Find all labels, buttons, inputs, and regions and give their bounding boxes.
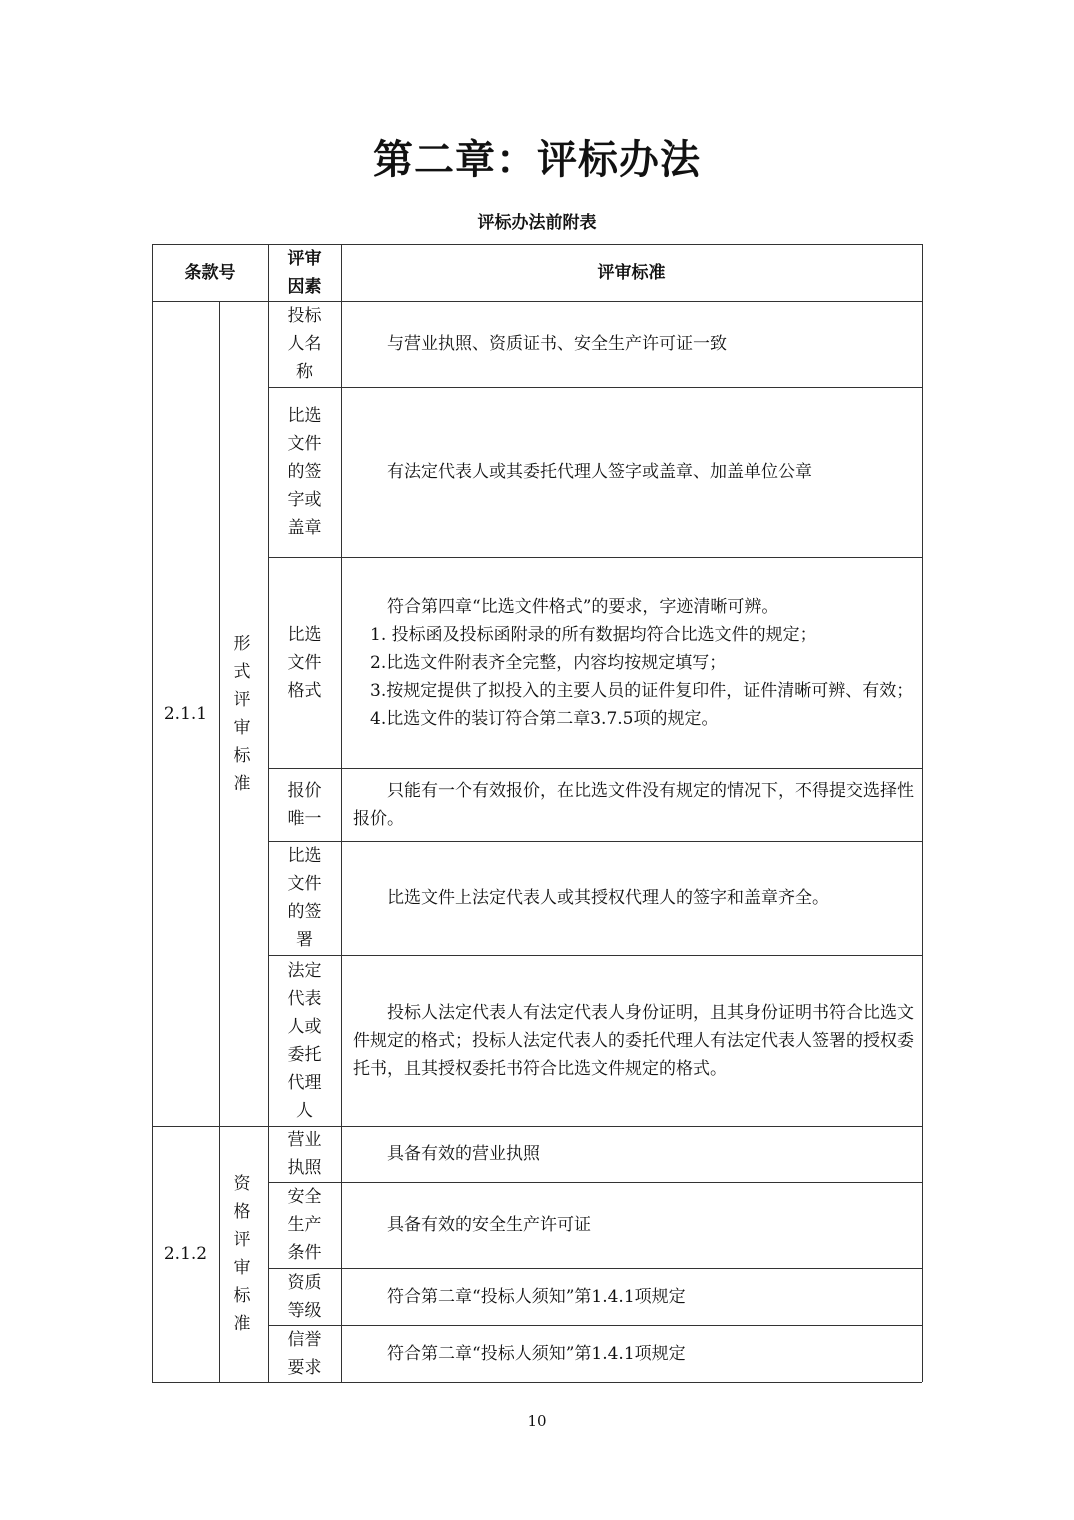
page-number: 10: [527, 1412, 547, 1430]
row-factor: [268, 557, 341, 768]
row-factor: [268, 1268, 341, 1325]
factor-text: 法定代表人或委托代理人: [287, 960, 322, 1121]
row-standard: [341, 1325, 922, 1382]
table-border-right: [922, 244, 923, 1382]
header-standard: 评审标准: [597, 262, 666, 283]
standard-text: 符合第二章“投标人须知”第1.4.1项规定: [387, 1343, 686, 1364]
standard-text: 具备有效的安全生产许可证: [387, 1215, 591, 1235]
section-category-text: 形式评审标准: [233, 633, 251, 794]
standard-text: 符合第四章“比选文件格式”的要求，字迹清晰可辨。: [387, 596, 779, 617]
row-standard: [341, 841, 922, 955]
row-divider: [268, 955, 922, 956]
section-category: [219, 301, 268, 1126]
row-divider: [268, 1325, 922, 1326]
section-category-text: 资格评审标准: [233, 1174, 251, 1334]
row-divider: [268, 841, 922, 842]
factor-text: 信誉要求: [287, 1329, 322, 1378]
row-divider: [268, 768, 922, 769]
row-factor: [268, 301, 341, 387]
standard-text: 与营业执照、资质证书、安全生产许可证一致: [387, 334, 727, 354]
row-standard: [341, 1182, 922, 1268]
row-divider: [268, 387, 922, 388]
factor-text: 比选文件的签署: [287, 846, 322, 950]
row-factor: [268, 955, 341, 1126]
row-divider: [268, 1182, 922, 1183]
standard-text: 符合第二章“投标人须知”第1.4.1项规定: [387, 1286, 686, 1307]
factor-text: 资质等级: [287, 1272, 322, 1321]
factor-text: 投标人名称: [287, 306, 322, 382]
standard-text: 投标人法定代表人有法定代表人身份证明，且其身份证明书符合比选文件规定的格式；投标人法定代表人的委托代理人有法定代表人签署的授权委托书，且其授权委托书符合比选文件规定的格式。: [353, 1002, 914, 1079]
row-standard: [341, 1268, 922, 1325]
standard-text: 2.比选文件附表齐全完整，内容均按规定填写；: [370, 652, 727, 673]
factor-text: 营业执照: [287, 1130, 322, 1178]
row-standard: [341, 557, 922, 768]
standard-text: 1. 投标函及投标函附录的所有数据均符合比选文件的规定；: [370, 624, 817, 645]
row-standard: [341, 301, 922, 387]
row-factor: [268, 768, 341, 841]
header-clause: 条款号: [184, 262, 236, 283]
column-divider: [268, 244, 269, 1382]
factor-text: 安全生产条件: [287, 1187, 322, 1263]
row-standard: [341, 387, 922, 557]
factor-text: 比选文件的签字或盖章: [287, 406, 322, 538]
column-divider: [341, 244, 342, 1382]
header-factor: [268, 244, 341, 301]
row-factor: [268, 841, 341, 955]
factor-text: 报价唯一: [287, 780, 322, 829]
chapter-title: 第二章：评标办法: [373, 137, 701, 183]
standard-text: 4.比选文件的装订符合第二章3.7.5项的规定。: [370, 708, 719, 729]
table-border-left: [152, 244, 153, 1382]
factor-text: 比选文件格式: [287, 624, 322, 701]
row-standard: [341, 955, 922, 1126]
column-divider: [219, 301, 220, 1382]
standard-text: 3.按规定提供了拟投入的主要人员的证件复印件，证件清晰可辨、有效；: [370, 680, 914, 701]
row-factor: [268, 387, 341, 557]
section-clause: 2.1.1: [163, 703, 208, 724]
row-standard: [341, 1126, 922, 1182]
standard-text: 只能有一个有效报价，在比选文件没有规定的情况下，不得提交选择性报价。: [353, 780, 914, 829]
row-factor: [268, 1126, 341, 1182]
table-border-bottom: [152, 1382, 922, 1383]
header-factor-text: 评审因素: [287, 248, 322, 297]
standard-text: 有法定代表人或其委托代理人签字或盖章、加盖单位公章: [387, 462, 812, 482]
section-category: [219, 1126, 268, 1382]
standard-text: 具备有效的营业执照: [387, 1144, 540, 1164]
row-factor: [268, 1182, 341, 1268]
row-standard: [341, 768, 922, 841]
row-divider: [268, 1268, 922, 1269]
row-divider: [268, 557, 922, 558]
section-clause: 2.1.2: [163, 1244, 208, 1264]
table-caption: 评标办法前附表: [477, 213, 597, 233]
row-factor: [268, 1325, 341, 1382]
standard-text: 比选文件上法定代表人或其授权代理人的签字和盖章齐全。: [387, 888, 829, 908]
